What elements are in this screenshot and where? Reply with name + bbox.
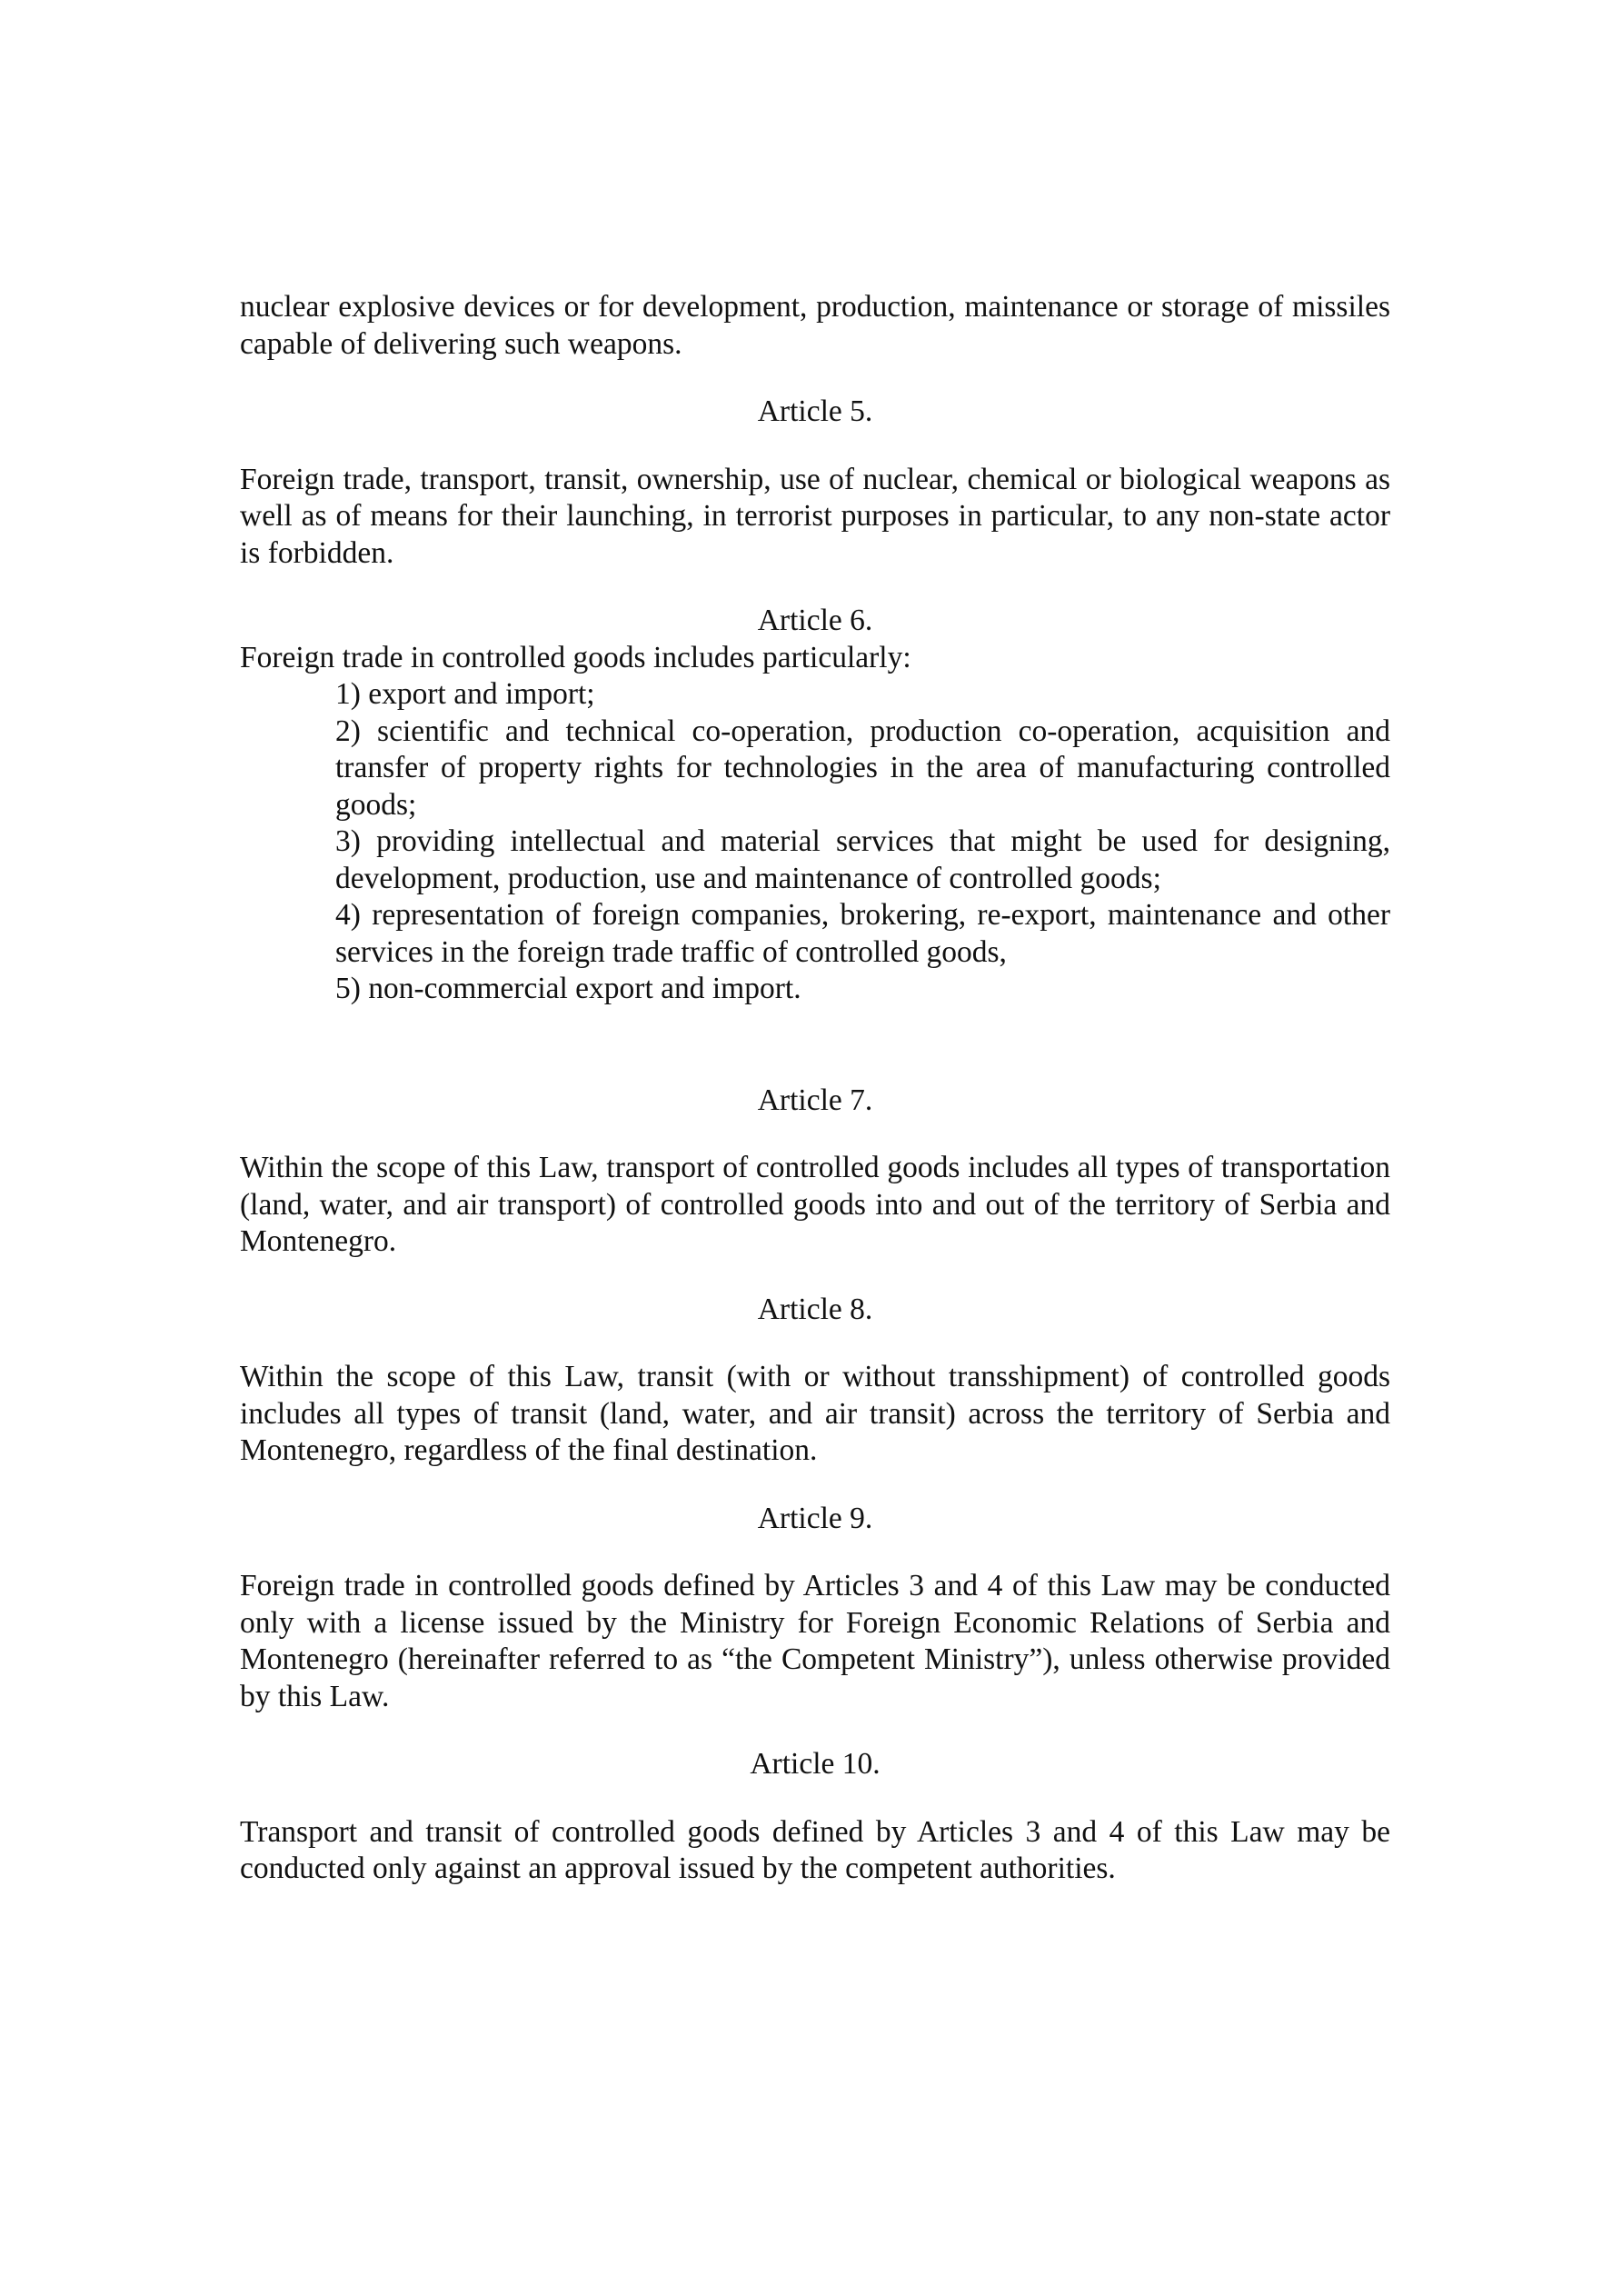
article-7-heading: Article 7.	[757, 1083, 873, 1117]
article-6-list	[240, 676, 1390, 1008]
article-5-paragraph: Foreign trade, transport, transit, ownership, use of nuclear, chemical or biological weapons as well as of means for their launching, in terrorist purposes in particular, to any non-state actor is forbidden.	[240, 462, 1390, 570]
article-6-heading: Article 6.	[757, 604, 873, 637]
article-9-paragraph: Foreign trade in controlled goods defined by Articles 3 and 4 of this Law may be conducted only with a license issued by the Ministry for Foreign Economic Relations of Serbia and Montenegro (hereinafter referred to as “the Competent Ministry”), unless otherwise provided by this Law.	[240, 1569, 1390, 1713]
article-8-heading: Article 8.	[757, 1292, 873, 1326]
article-9-heading: Article 9.	[757, 1501, 873, 1535]
article-7-paragraph: Within the scope of this Law, transport of controlled goods includes all types of transportation (land, water, and air transport) of controlled goods into and out of the territory of Serbia and Montenegro.	[240, 1151, 1390, 1258]
document-body	[240, 289, 1390, 1888]
list-item: 3) providing intellectual and material services that might be used for designing, development, production, use and maintenance of controlled goods;	[335, 824, 1390, 895]
article-6-paragraph: Foreign trade in controlled goods includes particularly:	[240, 640, 911, 674]
article-8-paragraph: Within the scope of this Law, transit (with or without transshipment) of controlled goods includes all types of transit (land, water, and air transit) across the territory of Serbia and Montenegro, regardless of the final destination.	[240, 1360, 1390, 1467]
article-10-paragraph: Transport and transit of controlled goods defined by Articles 3 and 4 of this Law may be conducted only against an approval issued by the competent authorities.	[240, 1814, 1390, 1885]
list-item: 4) representation of foreign companies, brokering, re-export, maintenance and other services in the foreign trade traffic of controlled goods,	[335, 898, 1390, 969]
article-10-heading: Article 10.	[750, 1747, 881, 1781]
intro-paragraph: nuclear explosive devices or for development, production, maintenance or storage of missiles capable of delivering such weapons.	[240, 290, 1390, 361]
list-item: 5) non-commercial export and import.	[335, 972, 801, 1005]
article-5-heading: Article 5.	[757, 394, 873, 428]
list-item: 2) scientific and technical co-operation, production co-operation, acquisition and transfer of property rights for technologies in the area of manufacturing controlled goods;	[335, 714, 1390, 822]
list-item: 1) export and import;	[335, 677, 595, 711]
